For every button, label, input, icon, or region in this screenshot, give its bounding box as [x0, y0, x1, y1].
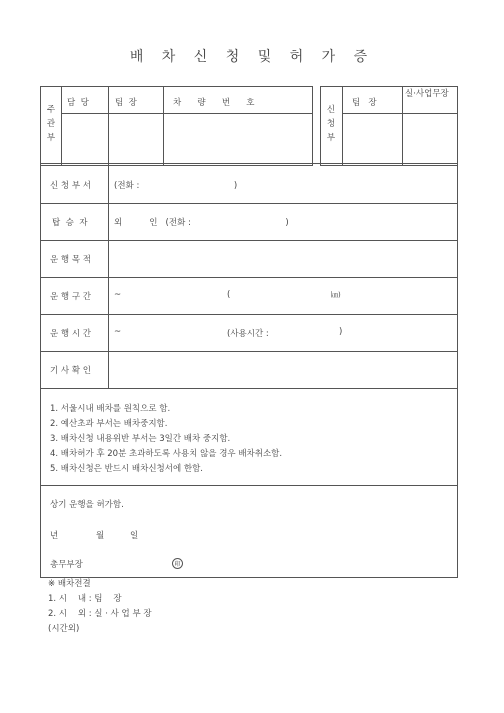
label-requesting-dept: 신 청 부 서: [50, 181, 91, 191]
label-passenger: 탑 승 자: [52, 218, 88, 228]
rules-list: [50, 402, 282, 477]
field-route-start[interactable]: ~: [114, 290, 122, 300]
approval-left-label: 주 관 부: [46, 105, 56, 143]
approval-right-label: 신 청 부: [326, 105, 336, 143]
date-month: 월: [96, 531, 105, 541]
rule-item: 3. 배차신청 내용위반 부서는 3일간 배차 중지함.: [50, 434, 231, 444]
rule-item: 1. 서울시내 배차를 원칙으로 함.: [50, 404, 171, 414]
date-day: 일: [130, 531, 139, 541]
approval-col-timjang-right: 팀 장: [352, 98, 377, 108]
notes-header: ※ 배차전결: [48, 579, 91, 589]
field-route-distance-unit: ㎞): [331, 291, 341, 299]
page-title: 배 차 신 청 및 허 가 증: [129, 49, 375, 65]
dispatch-notes: [48, 577, 152, 637]
field-purpose[interactable]: [114, 253, 444, 265]
field-passenger[interactable]: 외 인 (전화 : ): [114, 218, 289, 228]
rule-item: 5. 배차신청은 반드시 배차신청서에 한함.: [50, 464, 203, 474]
seal-stamp-icon: 印: [172, 558, 183, 569]
rule-item: 2. 예산초과 부서는 배차중지함.: [50, 419, 168, 429]
notes-line-overtime: (시간외): [48, 624, 80, 634]
field-driver-confirm[interactable]: [114, 364, 444, 376]
field-requesting-dept[interactable]: (전화 : ): [114, 181, 238, 191]
field-usage-time-close: ): [339, 327, 343, 337]
approval-col-timjang: 팀 장: [115, 98, 137, 108]
signer-title: 총무부장: [50, 560, 83, 570]
label-driver-confirm: 기 사 확 인: [50, 366, 91, 376]
date-year: 년: [50, 531, 59, 541]
approval-col-department-head: 실·사업무장: [405, 89, 449, 99]
field-usage-time-label: (사용시간 :: [227, 329, 269, 339]
approval-block-right: [320, 86, 458, 166]
notes-line-city: 1. 시 내 : 팀 장: [48, 594, 122, 604]
notes-line-outside: 2. 시 외 : 실 · 사 업 부 장: [48, 609, 152, 619]
field-route-distance-open: (: [227, 290, 231, 300]
approval-block-left: [40, 86, 313, 166]
approval-statement: 상기 운행을 허가함.: [50, 500, 124, 510]
label-purpose: 운 행 목 적: [50, 255, 91, 265]
request-form: [40, 163, 458, 578]
approval-col-vehicle-number: 차 량 번 호: [173, 98, 255, 108]
approval-col-damdang: 담 당: [67, 98, 89, 108]
field-time-start[interactable]: ~: [114, 327, 122, 337]
rule-item: 4. 배차허가 후 20분 초과하도록 사용치 않을 경우 배차취소함.: [50, 449, 283, 459]
label-route: 운 행 구 간: [50, 292, 91, 302]
label-time: 운 행 시 간: [50, 329, 91, 339]
